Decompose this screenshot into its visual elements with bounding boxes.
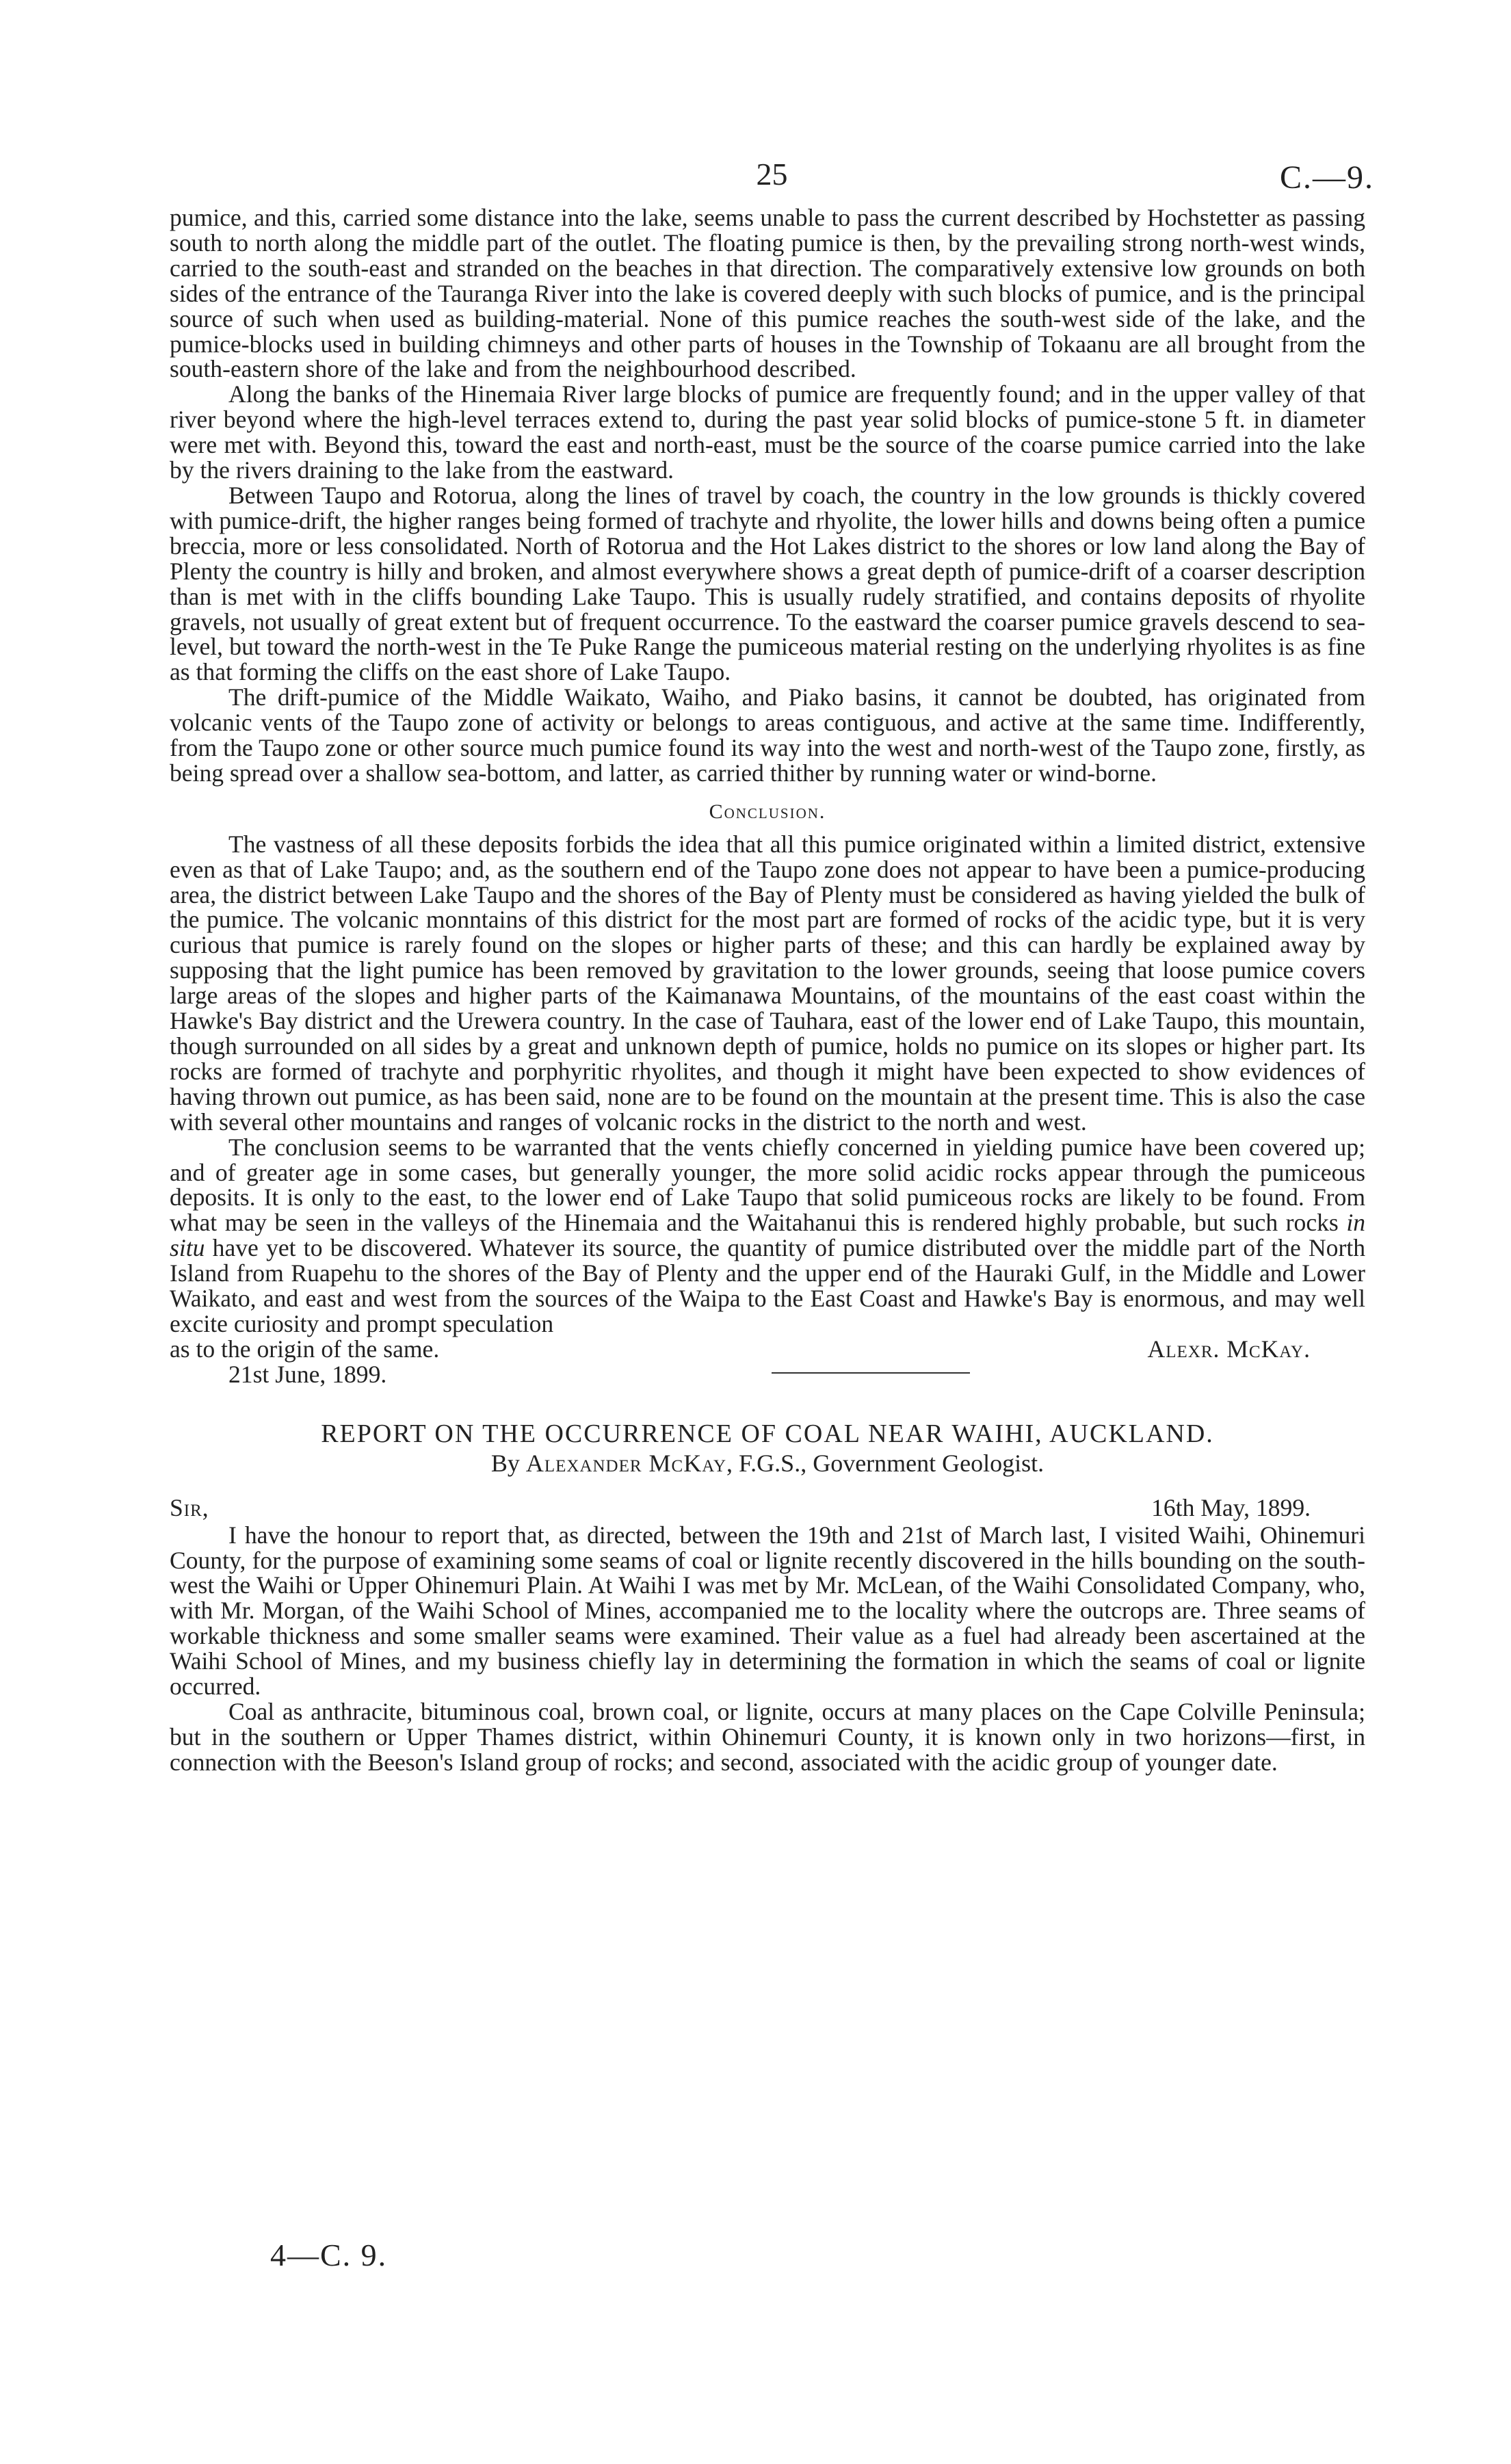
byline-prefix: By [490,1449,526,1477]
document-reference: C.—9. [1279,159,1374,196]
salutation: Sir, [170,1493,209,1521]
paragraph-text: have yet to be discovered. Whatever its source, the quantity of pumice distributed over the middle part of the North Island from Ruapehu to the shores of the Bay of Plenty and the upper end of the Hauraki Gulf, in the Middle and Lower Waikato, and east and west from the sources of the Waipa to the East Coast and Hawke's Bay is enormous, and may well excite curiosity and prompt speculation [170,1234,1365,1337]
paragraph: pumice, and this, carried some distance into the lake, seems unable to pass the current described by Hochstetter as passing south to north along the middle part of the outlet. The floating pumice is then, by the prevailing strong north-west winds, carried to the south-east and stranded on the beaches in that direction. The comparatively extensive low grounds on both sides of the entrance of the Tauranga River into the lake is covered deeply with such blocks of pumice, and is the principal source of such when used as building-material. None of this pumice reaches the south-west side of the lake, and the pumice-blocks used in building chimneys and other parts of houses in the Township of Tokaanu are all brought from the south-eastern shore of the lake and from the neighbourhood described. [170,204,1365,383]
paragraph: Coal as anthracite, bituminous coal, brown coal, or lignite, occurs at many places on the Cape Colville Peninsula; but in the southern or Upper Thames district, within Ohinemuri County, it is known only in two horizons—first, in connection with the Beeson's Island group of rocks; and second, associated with the acidic group of younger date. [170,1697,1365,1776]
paragraph-last-line: as to the origin of the same. [170,1335,440,1363]
section-heading: Conclusion. [709,800,826,823]
date-line: 21st June, 1899. [228,1360,387,1388]
page-header [170,152,1374,196]
letter-date: 16th May, 1899. [1151,1493,1311,1521]
paragraph: The vastness of all these deposits forbids the idea that all this pumice originated within a limited district, extensive even as that of Lake Taupo; and, as the southern end of the Taupo zone does not appear to have been a pumice-producing area, the district between Lake Taupo and the shores of the Bay of Plenty must be considered as having yielded the bulk of the pumice. The volcanic monntains of this district for the most part are formed of rocks of the acidic type, but it is very curious that pumice is rarely found on the slopes or higher parts of these; and this can hardly be explained away by supposing that the light pumice has been removed by gravitation to the lower grounds, seeing that loose pumice covers large areas of the slopes and higher parts of the Kaimanawa Mountains, of the mountains of the east coast within the Hawke's Bay district and the Urewera country. In the case of Tauhara, east of the lower end of Lake Taupo, this mountain, though surrounded on all sides by a great and unknown depth of pumice, holds no pumice on its slopes or higher part. Its rocks are formed of trachyte and porphyritic rhyolites, and though it might have been expected to show evidences of having thrown out pumice, as has been said, none are to be found on the mountain at the present time. This is also the case with several other mountains and ranges of volcanic rocks in the district to the north and west. [170,830,1365,1136]
paragraph [170,1135,1365,1337]
signature-line [170,1337,1365,1362]
italic-term: in situ [170,1209,1365,1262]
paragraph: Between Taupo and Rotorua, along the lines of travel by coach, the country in the low grounds is thickly covered with pumice-drift, the higher ranges being formed of trachyte and rhyolite, the lower hills and downs being often a pumice breccia, more or less consolidated. North of Rotorua and the Hot Lakes district to the shores or low land along the Bay of Plenty the country is hilly and broken, and almost everywhere shows a great depth of pumice-drift of a coarser description than is met with in the cliffs bounding Lake Taupo. This is usually rudely stratified, and contains deposits of rhyolite gravels, not usually of great extent but of frequent occurrence. To the eastward the coarser pumice gravels descend to sea-level, but toward the north-west in the Te Puke Range the pumiceous material resting on the underlying rhyolites is as fine as that forming the cliffs on the east shore of Lake Taupo. [170,481,1365,686]
section-divider [772,1372,970,1374]
byline-suffix: , F.G.S., Government Geologist. [726,1449,1044,1477]
report-title: REPORT ON THE OCCURRENCE OF COAL NEAR WAIHI, AUCKLAND. [321,1419,1214,1448]
paragraph: The drift-pumice of the Middle Waikato, Waiho, and Piako basins, it cannot be doubted, has originated from volcanic vents of the Taupo zone of activity or belongs to areas contiguous, and active at the same time. Indifferently, from the Taupo zone or other source much pumice found its way into the west and north-west of the Taupo zone, firstly, as being spread over a shallow sea-bottom, and latter, as carried thither by running water or wind-borne. [170,683,1365,787]
author-signature: Alexr. McKay. [1147,1335,1311,1363]
salutation-row [170,1495,1365,1523]
body-text [170,205,1365,1775]
author-name: Alexander McKay [525,1449,727,1477]
paragraph-text: The conclusion seems to be warranted that the vents chiefly concerned in yielding pumice have been covered up; and of greater age in some cases, but generally younger, the more solid acidic rocks appear through the pumiceous deposits. It is only to the east, to the lower end of Lake Taupo that solid pumiceous rocks are likely to be found. From what may be seen in the valleys of the Hinemaia and the Waitahanui this is rendered highly probable, but such rocks [170,1133,1365,1237]
page-number: 25 [756,157,788,192]
report-byline [170,1451,1365,1476]
paragraph: I have the honour to report that, as directed, between the 19th and 21st of March last, I visited Waihi, Ohinemuri County, for the purpose of examining some seams of coal or lignite recently discovered in the hills bounding on the south-west the Waihi or Upper Ohinemuri Plain. At Waihi I was met by Mr. McLean, of the Waihi Consolidated Company, who, with Mr. Morgan, of the Waihi School of Mines, accompanied me to the locality where the outcrops are. Three seams of workable thickness and some smaller seams were examined. Their value as a fuel had already been ascertained at the Waihi School of Mines, and my business chiefly lay in determining the formation in which the seams of coal or lignite occurred. [170,1521,1365,1701]
signature-mark: 4—C. 9. [270,2238,388,2272]
paragraph: Along the banks of the Hinemaia River large blocks of pumice are frequently found; and in the upper valley of that river beyond where the high-level terraces extend to, during the past year solid blocks of pumice-stone 5 ft. in diameter were met with. Beyond this, toward the east and north-east, must be the source of the coarse pumice carried into the lake by the rivers draining to the lake from the eastward. [170,380,1365,484]
